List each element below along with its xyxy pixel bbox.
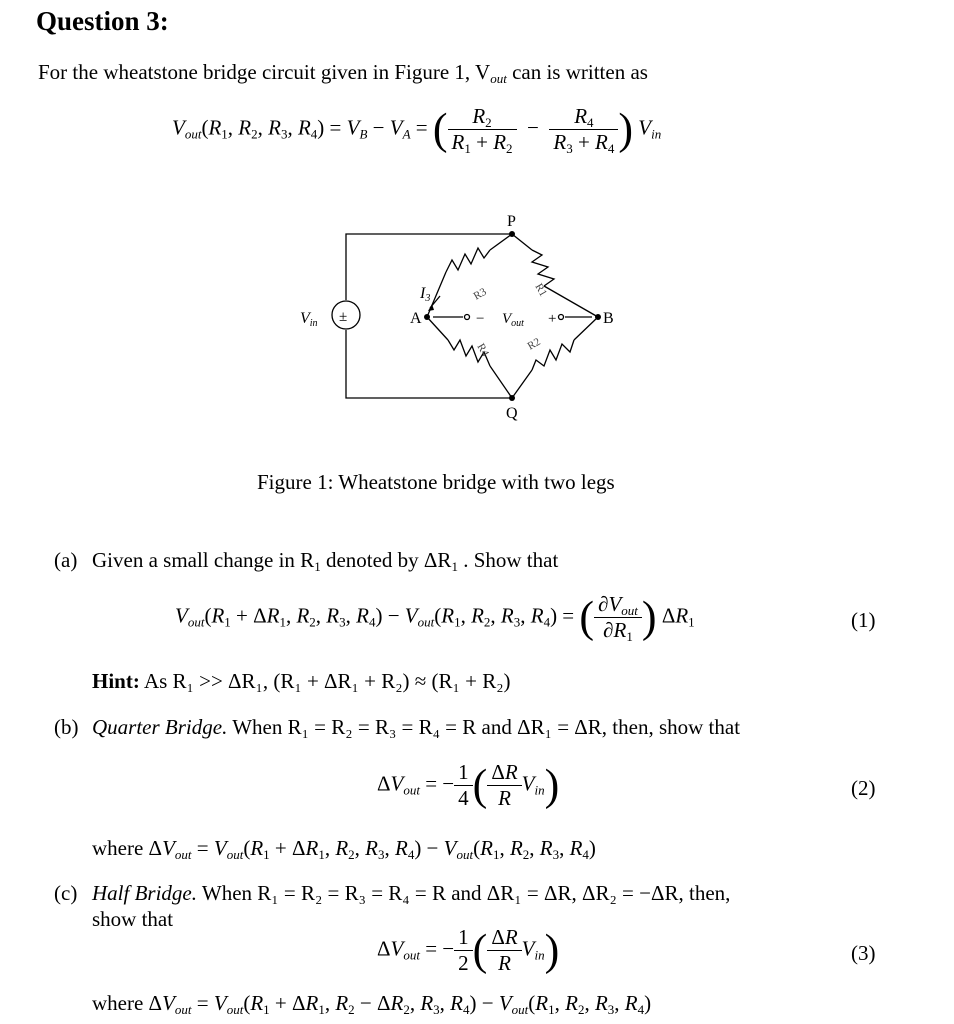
main-equation: $V_{out}(R_1$, $R_2$, $R_3$, $R_4) = V_B - V_A$ = ( $\frac{R_2}{R_1 + R_2}$ − $\frac{R_4}{R_3 + R_4}$ ) $V_{in}$ [172, 104, 662, 156]
label-r3: R3 [471, 285, 489, 303]
equation-2-number: (2) [851, 776, 876, 800]
part-b-where: where $\Delta V_{out} = V_{out}(R_1 + \Delta R_1$, $R_2$, $R_3$, $R_4) - V_{out}(R_1$, $R_2$, $R_3$, $R_4$) [92, 836, 596, 862]
part-c-text: Half Bridge. When R₁ = R₂ = R₃ = R₄ = R and ΔR₁ = ΔR, ΔR₂ = −ΔR, then, [92, 881, 731, 905]
vout-label: $V_{out}$ [502, 311, 524, 329]
wire-bottom [346, 330, 512, 398]
part-b-label: (b) [54, 715, 79, 739]
label-i3: I3 [420, 285, 431, 304]
figure-caption: Figure 1: Wheatstone bridge with two legs [257, 470, 615, 494]
label-q: Q [506, 405, 518, 422]
part-c-text2: show that [92, 907, 174, 931]
label-b: B [603, 310, 614, 327]
part-a-label: (a) [54, 548, 78, 572]
label-a: A [410, 310, 422, 327]
wheatstone-circuit-diagram [280, 200, 660, 440]
hint: Hint: As R₁ >> ΔR₁, (R₁ + ΔR₁ + R₂) ≈ (R₁ + R₂) [92, 669, 511, 693]
label-r1-top: R1 [532, 281, 550, 299]
label-r2: R2 [525, 335, 543, 353]
label-p: P [507, 213, 516, 230]
wire-top [346, 234, 512, 300]
vout-minus: − [476, 311, 485, 327]
question-title: Question 3: [36, 6, 169, 36]
label-vin: Vin [300, 310, 318, 329]
equation-3: $\Delta V_{out}$ = − $\frac{1}{2}$ ( $\frac{\Delta R}{R}$ $V_{in}$) [377, 925, 560, 975]
part-c-label: (c) [54, 881, 78, 905]
vout-plus: + [548, 311, 557, 327]
equation-1-number: (1) [851, 608, 876, 632]
source-sign: ± [339, 309, 348, 325]
intro-text: For the wheatstone bridge circuit given in Figure 1, $V_{out}$ can is written as [38, 60, 648, 86]
equation-3-number: (3) [851, 941, 876, 965]
resistor-r3 [446, 248, 490, 272]
part-a-text: Given a small change in $R_1$ denoted by $\Delta R_1$ . Show that [92, 548, 559, 574]
equation-2: $\Delta V_{out}$ = − $\frac{1}{4}$ ( $\frac{\Delta R}{R}$ $V_{in}$) [377, 760, 560, 810]
label-r4: R4 [474, 341, 492, 359]
equation-1: $V_{out}(R_1 + \Delta R_1$, $R_2$, $R_3$, $R_4) - V_{out}(R_1$, $R_2$, $R_3$, $R_4$) = ( $\frac{\partial V_{out}}{\partial R_1}$ ) $\Delta R_1$ [175, 592, 695, 644]
part-c-where: where $\Delta V_{out} = V_{out}(R_1 + \Delta R_1$, $R_2 - \Delta R_2$, $R_3$, $R_4) - V_{out}(R_1$, $R_2$, $R_3$, $R_4$) [92, 991, 652, 1017]
part-b-text: Quarter Bridge. When R₁ = R₂ = R₃ = R₄ = R and ΔR₁ = ΔR, then, show that [92, 715, 741, 739]
